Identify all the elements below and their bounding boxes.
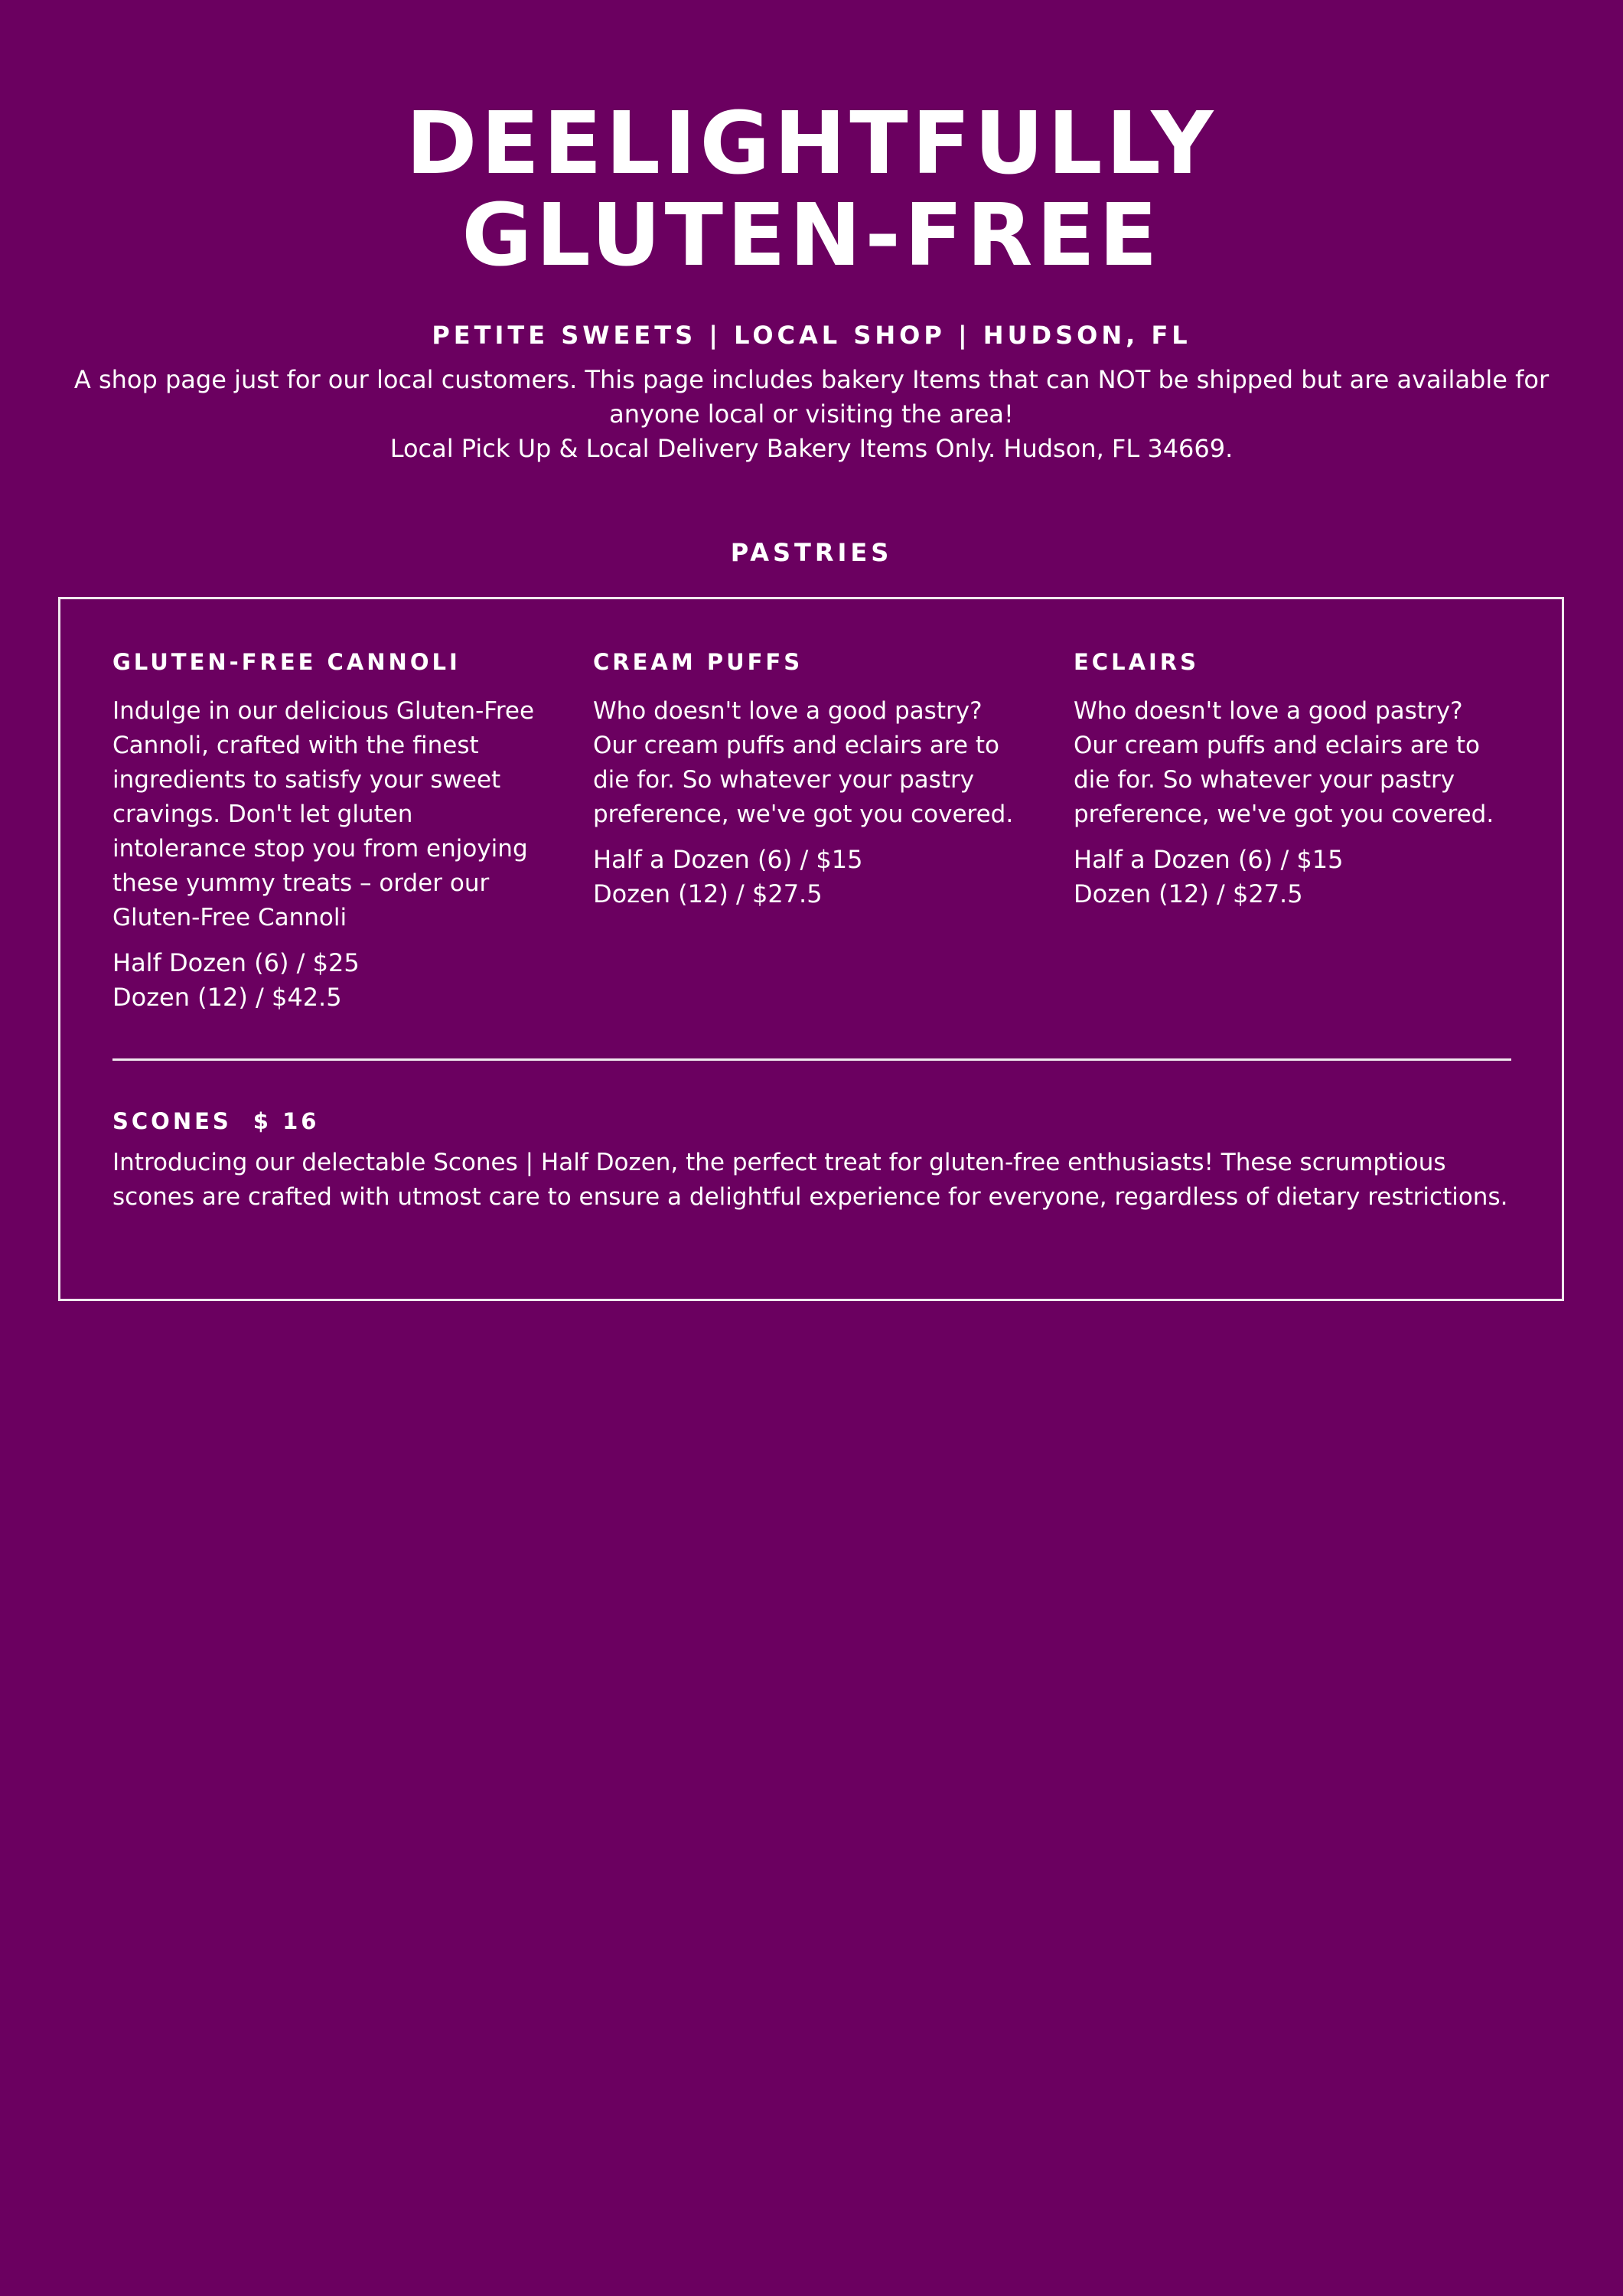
item-description: Who doesn't love a good pastry? Our cream puffs and eclairs are to die for. So whatever your pastry preference, we've got you covered. (593, 697, 1014, 828)
hero-title (0, 94, 1623, 285)
item-price-half-dozen: Half a Dozen (6) / $15 (1074, 845, 1344, 874)
pastries-menu-box (58, 597, 1564, 1301)
item-title: ECLAIRS (1074, 649, 1200, 675)
scones-title: SCONES (112, 1108, 232, 1134)
hero-title-line-2: GLUTEN-FREE (461, 186, 1162, 285)
item-price-dozen: Dozen (12) / $27.5 (593, 879, 823, 908)
item-title: CREAM PUFFS (593, 649, 803, 675)
item-price-dozen: Dozen (12) / $42.5 (112, 983, 342, 1012)
menu-item-cream-puffs (593, 648, 1018, 912)
hero-title-line-1: DEELIGHTFULLY (406, 94, 1217, 194)
menu-item-scones (112, 1107, 1511, 1215)
scones-title-row (112, 1107, 1511, 1135)
intro-line-2: Local Pick Up & Local Delivery Bakery Items Only. Hudson, FL 34669. (389, 434, 1234, 463)
item-description: Who doesn't love a good pastry? Our cream puffs and eclairs are to die for. So whatever your pastry preference, we've got you covered. (1074, 697, 1494, 828)
scones-price: $ 16 (253, 1108, 320, 1134)
menu-divider (112, 1058, 1511, 1061)
menu-item-eclairs (1074, 648, 1499, 912)
shop-tagline: PETITE SWEETS | LOCAL SHOP | HUDSON, FL (432, 321, 1191, 350)
menu-item-cannoli (112, 648, 538, 1015)
intro-line-1: A shop page just for our local customers. This page includes bakery Items that can NOT be shipped but are available for anyone local or visiting the area! (73, 365, 1550, 429)
item-price-half-dozen: Half Dozen (6) / $25 (112, 948, 360, 977)
intro-text (46, 363, 1577, 466)
scones-description: Introducing our delectable Scones | Half Dozen, the perfect treat for gluten-free enthusiasts! These scrumptious scones are crafted with utmost care to ensure a delightful experience for everyone, regardless of dietary restrictions. (112, 1149, 1508, 1211)
item-description: Indulge in our delicious Gluten-Free Cannoli, crafted with the finest ingredients to satisfy your sweet cravings. Don't let gluten intolerance stop you from enjoying these yummy treats – order our Gluten-Free Cannoli (112, 697, 535, 931)
pastry-items-row (112, 648, 1511, 1031)
item-price-half-dozen: Half a Dozen (6) / $15 (593, 845, 863, 874)
section-heading-pastries: PASTRIES (730, 538, 893, 567)
item-title: GLUTEN-FREE CANNOLI (112, 649, 461, 675)
item-price-dozen: Dozen (12) / $27.5 (1074, 879, 1303, 908)
